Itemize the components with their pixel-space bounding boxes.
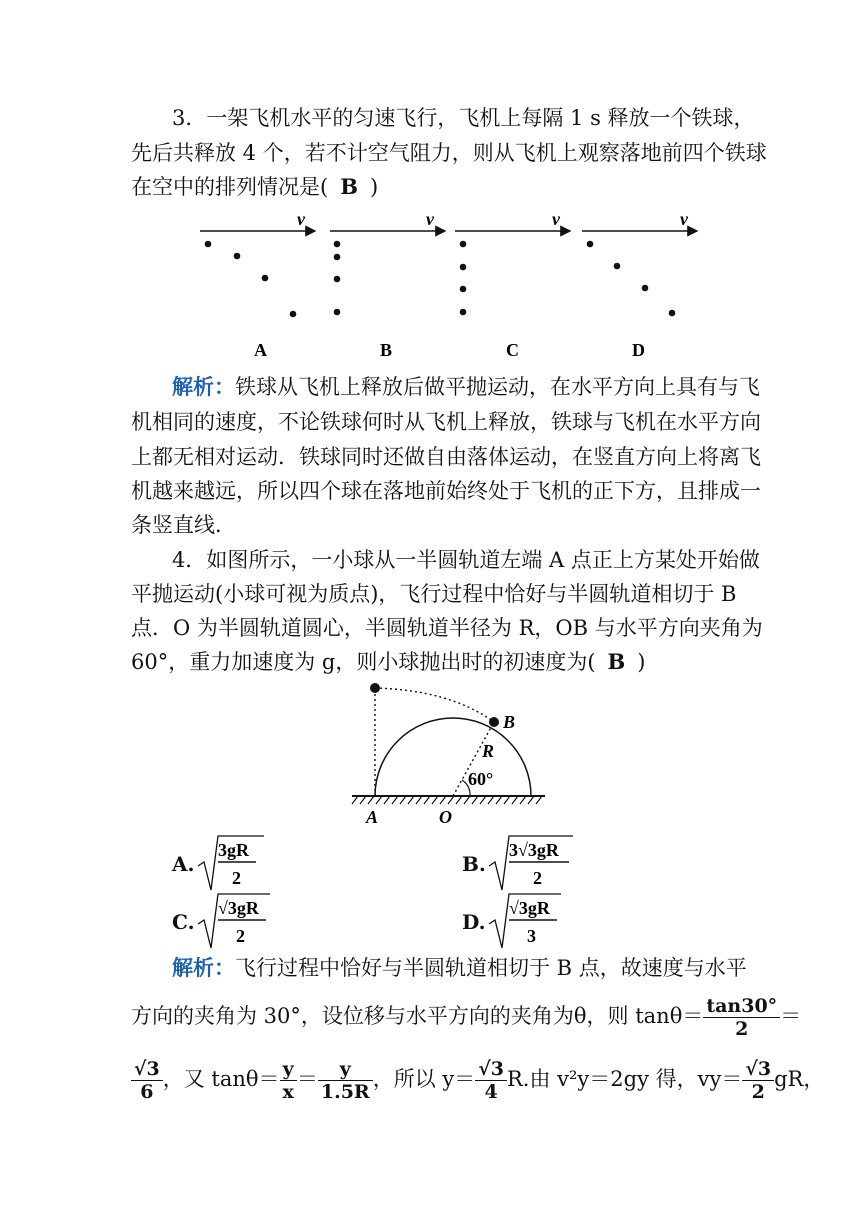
velocity-label-c: v — [552, 209, 560, 229]
q3-analysis-line4: 机越来越远，所以四个球在落地前始终处于飞机的正下方，且排成一 — [131, 479, 761, 503]
q4-analysis-line3: $\frac{√3}{6}$ ，又 tanθ＝ $\frac{y}{x}$ ＝ $\frac{y}{1.5R}$ ，所以 y＝ $\frac{√3}{4}$ R.由 v²y＝2gy 得，vy＝ $\frac{√3}{2}$ gR， — [131, 1058, 824, 1103]
q3-analysis-line3: 上都无相对运动．铁球同时还做自由落体运动，在竖直方向上将离飞 — [131, 445, 761, 469]
ball-at-b — [489, 717, 499, 727]
q3-analysis-text1: 铁球从飞机上释放后做平抛运动，在水平方向上具有与飞 — [235, 375, 760, 399]
q4-analysis-text2: 方向的夹角为 30°，设位移与水平方向的夹角为θ，则 tanθ＝ — [131, 1004, 704, 1028]
analysis-label: 解析： — [172, 955, 235, 980]
analysis-label: 解析： — [172, 374, 235, 399]
option-a-sqrt — [196, 834, 266, 892]
q4-line3: 点．O 为半圆轨道圆心，半圆轨道半径为 R，OB 与水平方向夹角为 — [131, 616, 763, 640]
option-a-den: 2 — [232, 868, 241, 888]
q4-paren: ) — [637, 650, 646, 674]
option-b-letter: B. — [462, 852, 486, 876]
panel-label-b: B — [380, 340, 393, 360]
label-r: R — [482, 741, 495, 761]
option-c-num: √3gR — [218, 898, 259, 918]
ball-start — [370, 683, 380, 693]
label-o: O — [439, 807, 452, 827]
option-b-sqrt — [487, 834, 577, 892]
q3-analysis-line2: 机相同的速度，不论铁球何时从飞机上释放，铁球与飞机在水平方向 — [131, 410, 761, 434]
q3-text1: 一架飞机水平的匀速飞行，飞机上每隔 1 s 释放一个铁球， — [206, 106, 755, 130]
option-c-den: 2 — [236, 926, 245, 946]
fraction-sqrt3-over-6: $\frac{√3}{6}$ — [131, 1058, 163, 1103]
q4-analysis-t4: gR， — [774, 1067, 825, 1091]
q3-paren: ) — [369, 175, 379, 199]
option-a-letter: A. — [172, 852, 195, 876]
option-d-num: √3gR — [509, 898, 550, 918]
option-a-num: 3gR — [218, 840, 249, 860]
fraction-y-over-1.5R: $\frac{y}{1.5R}$ — [318, 1058, 373, 1103]
q4-answer: B — [607, 649, 626, 674]
q4-analysis-t3: R.由 v²y＝2gy 得，vy＝ — [506, 1067, 743, 1091]
q3-answer: B — [340, 174, 358, 199]
label-b: B — [503, 712, 516, 732]
velocity-label-d: v — [680, 209, 688, 229]
q4-analysis-line2 — [131, 995, 801, 1040]
trajectory-curve — [375, 688, 494, 722]
option-d-letter: D. — [462, 910, 486, 934]
panel-label-a: A — [254, 340, 267, 360]
q4-analysis-t2: ，所以 y＝ — [372, 1067, 476, 1091]
panel-label-d: D — [632, 340, 645, 360]
option-d-den: 3 — [527, 926, 536, 946]
ground-hatch — [352, 796, 542, 804]
label-angle: 60° — [468, 769, 494, 789]
q4-number: 4． — [172, 548, 207, 572]
q3-line2: 先后共释放 4 个，若不计空气阻力，则从飞机上观察落地前四个铁球 — [131, 141, 767, 165]
q4-analysis-text1: 飞行过程中恰好与半圆轨道相切于 B 点，故速度与水平 — [235, 956, 747, 980]
velocity-label-b: v — [426, 209, 434, 229]
q3-text3: 在空中的排列情况是( — [131, 175, 329, 199]
q3-analysis-line5: 条竖直线． — [131, 513, 236, 537]
option-c-sqrt — [196, 892, 276, 950]
q4-analysis-t1: ，又 tanθ＝ — [162, 1067, 280, 1091]
label-a: A — [366, 807, 379, 827]
q4-text1: 如图所示，一小球从一半圆轨道左端 A 点正上方某处开始做 — [206, 548, 760, 572]
fraction-sqrt3-over-4: $\frac{√3}{4}$ — [475, 1058, 507, 1103]
option-d-sqrt — [487, 892, 567, 950]
q3-number: 3． — [172, 106, 207, 130]
velocity-label-a: v — [297, 209, 305, 229]
panel-label-c: C — [506, 340, 519, 360]
q4-line2: 平抛运动(小球可视为质点)，飞行过程中恰好与半圆轨道相切于 B — [131, 582, 737, 606]
fraction-y-over-x: $\frac{y}{x}$ — [280, 1058, 297, 1103]
option-b-num: 3√3gR — [509, 840, 559, 860]
option-c-letter: C. — [172, 910, 195, 934]
fraction-tan30-over-2: $\frac{\tan 30^\circ}{2}$ — [703, 995, 780, 1040]
q4-analysis-line1 — [172, 953, 747, 983]
q4-text4: 60°，重力加速度为 g，则小球抛出时的初速度为( — [131, 650, 596, 674]
option-b-den: 2 — [533, 868, 542, 888]
equals-sign: ＝ — [780, 1004, 802, 1028]
fraction-sqrt3-over-2: $\frac{√3}{2}$ — [742, 1058, 774, 1103]
